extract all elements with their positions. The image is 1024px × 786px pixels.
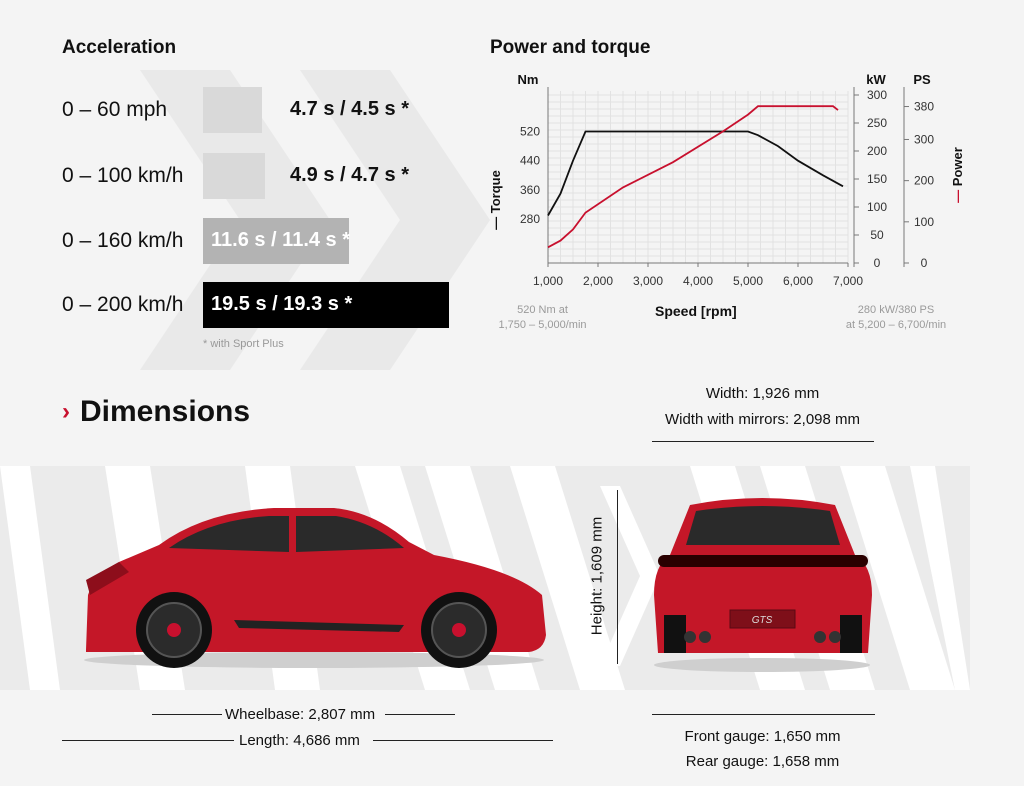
acceleration-title: Acceleration: [62, 37, 177, 58]
chevron-right-icon: ›: [62, 398, 70, 425]
torque-annotation-line2: 1,750 – 5,000/min: [498, 319, 587, 331]
wheelbase-line-left: [152, 714, 222, 715]
ps-tick-label: 380: [913, 99, 935, 114]
dimensions-heading: [62, 395, 250, 429]
torque-annotation: [470, 303, 615, 333]
x-axis-label: Speed [rpm]: [655, 303, 737, 319]
ps-tick-label: 200: [913, 173, 935, 188]
length-label: Length: 4,686 mm: [239, 732, 360, 749]
chart-title: Power and torque: [490, 37, 651, 58]
acceleration-bar: [203, 87, 262, 133]
nm-unit: Nm: [517, 72, 539, 87]
width-line: [652, 441, 874, 442]
kw-tick-label: 250: [866, 116, 888, 130]
gauge-line: [652, 714, 875, 715]
x-tick-label: 2,000: [582, 274, 614, 288]
power-legend-text: Power: [950, 147, 965, 187]
wheelbase-line-right: [385, 714, 455, 715]
sport-plus-footnote: * with Sport Plus: [203, 338, 284, 350]
length-line-right: [373, 740, 553, 741]
gts-badge: GTS: [751, 615, 773, 626]
kw-tick-label: 300: [866, 88, 888, 102]
car-side-view: [74, 500, 554, 675]
torque-tick-label: 440: [519, 153, 540, 168]
kw-tick-label: 200: [866, 144, 888, 158]
power-annotation: [826, 303, 966, 333]
acceleration-label: 0 – 60 mph: [62, 98, 168, 121]
ps-tick-label: 0: [920, 256, 928, 270]
acceleration-label: 0 – 200 km/h: [62, 293, 184, 316]
torque-tick-label: 280: [519, 212, 540, 227]
torque-tick-label: 360: [519, 182, 540, 197]
height-line: [617, 490, 618, 664]
torque-tick-label: 520: [519, 124, 540, 139]
acceleration-bar: [203, 153, 265, 199]
power-annotation-line1: 280 kW/380 PS: [857, 304, 935, 316]
width-label: Width: 1,926 mm: [705, 385, 820, 402]
front-gauge-label: Front gauge: 1,650 mm: [684, 728, 841, 745]
power-legend-dash: —: [950, 186, 965, 203]
acceleration-value: 4.9 s / 4.7 s *: [290, 164, 409, 186]
power-annotation-line2: at 5,200 – 6,700/min: [845, 319, 947, 331]
ps-tick-label: 300: [913, 132, 935, 147]
kw-tick-label: 0: [873, 256, 881, 270]
height-label: Height: 1,609 mm: [588, 516, 606, 636]
ps-unit: PS: [913, 72, 931, 87]
kw-tick-label: 50: [870, 228, 884, 242]
kw-unit: kW: [866, 72, 886, 87]
acceleration-label: 0 – 100 km/h: [62, 164, 184, 187]
torque-annotation-line1: 520 Nm at: [517, 304, 568, 316]
width-mirrors-label: Width with mirrors: 2,098 mm: [664, 411, 861, 428]
length-line-left: [62, 740, 234, 741]
acceleration-value: 19.5 s / 19.3 s *: [211, 293, 353, 315]
power-line: [548, 106, 838, 247]
torque-axis-label: — Torque: [488, 170, 503, 230]
x-tick-label: 4,000: [682, 274, 714, 288]
kw-tick-label: 150: [866, 172, 888, 186]
acceleration-label: 0 – 160 km/h: [62, 229, 184, 252]
acceleration-value: 4.7 s / 4.5 s *: [290, 98, 409, 120]
x-tick-label: 5,000: [732, 274, 764, 288]
power-axis-label: [950, 147, 965, 203]
dimensions-title: Dimensions: [80, 395, 251, 428]
rear-gauge-label: Rear gauge: 1,658 mm: [685, 753, 840, 770]
car-rear-view: [650, 495, 875, 675]
power-torque-chart: [470, 60, 1010, 330]
ps-tick-label: 100: [913, 214, 935, 229]
x-tick-label: 1,000: [532, 274, 564, 288]
wheelbase-label: Wheelbase: 2,807 mm: [225, 706, 376, 723]
kw-tick-label: 100: [866, 200, 888, 214]
x-tick-label: 3,000: [632, 274, 664, 288]
x-tick-label: 6,000: [782, 274, 814, 288]
acceleration-value: 11.6 s / 11.4 s *: [211, 229, 351, 251]
x-tick-label: 7,000: [832, 274, 864, 288]
